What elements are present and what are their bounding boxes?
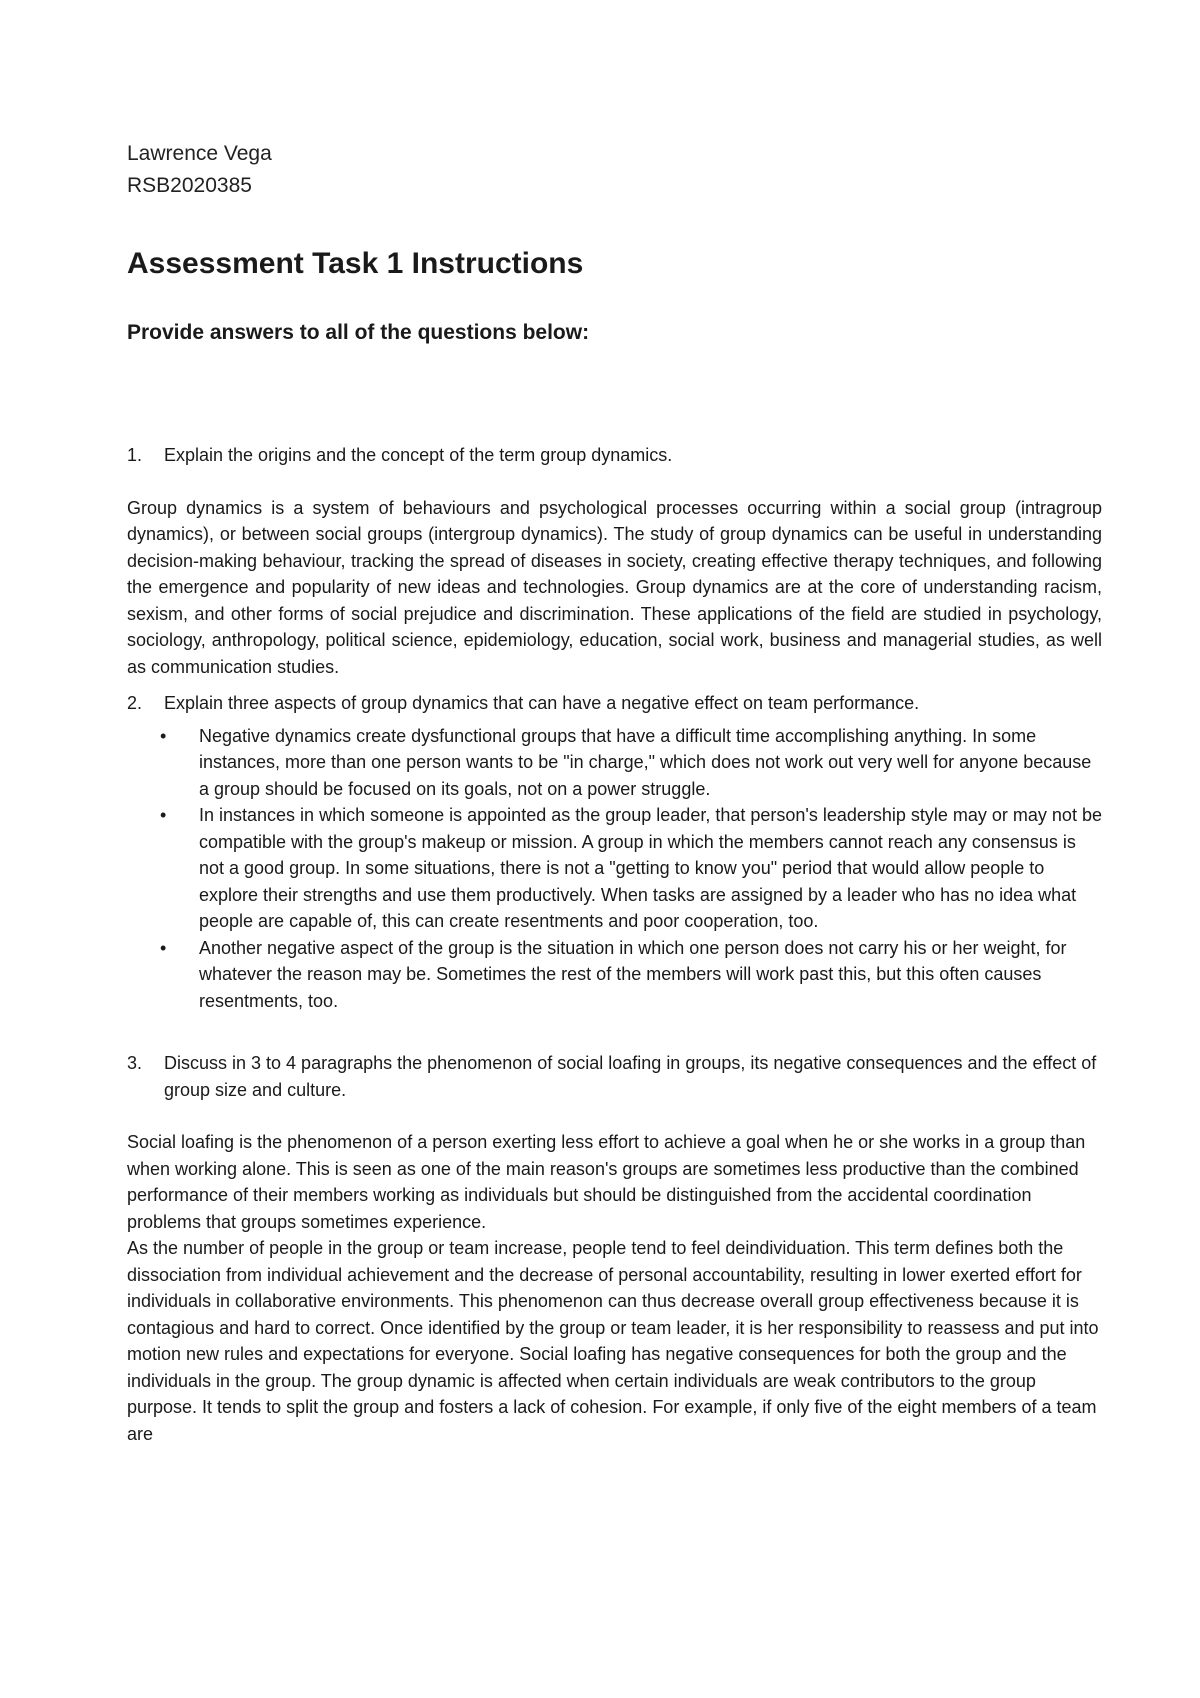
document-title: Assessment Task 1 Instructions	[127, 247, 584, 280]
bullet-icon: •	[160, 805, 167, 825]
document-body	[127, 138, 1102, 1447]
question-2-text: Explain three aspects of group dynamics that can have a negative effect on team performance.	[164, 693, 920, 713]
bullet-item	[160, 935, 1102, 1015]
bullet-icon: •	[160, 725, 167, 746]
answer-1-paragraph: Group dynamics is a system of behaviours and psychological processes occurring within a social group (intragroup dynamics), or between social groups (intergroup dynamics). The study of group dynamics can be useful in understanding decision-making behaviour, tracking the spread of diseases in society, creating effective therapy techniques, and following the emergence and popularity of new ideas and technologies. Group dynamics are at the core of understanding racism, sexism, and other forms of social prejudice and discrimination. These applications of the field are studied in psychology, sociology, anthropology, political science, epidemiology, education, social work, business and managerial studies, as well as communication studies.	[127, 497, 1102, 677]
question-3-number: 3.	[127, 1053, 143, 1073]
question-2	[127, 690, 1102, 717]
bullet-text: In instances in which someone is appointed as the group leader, that person's leadership style may or may not be compatible with the group's makeup or mission. A group in which the members cannot reach any consensus is not a good group. In some situations, there is not a "getting to know you" period that would allow people to explore their strengths and use them productively. When tasks are assigned by a leader who has no idea what people are capable of, this can create resentments and poor cooperation, too.	[199, 805, 1102, 931]
bullet-item	[160, 802, 1102, 935]
bullet-item	[160, 723, 1102, 803]
student-id: RSB2020385	[127, 174, 252, 197]
question-2-number: 2.	[127, 693, 143, 713]
document-subtitle: Provide answers to all of the questions below:	[127, 321, 590, 344]
bullet-text: Negative dynamics create dysfunctional groups that have a difficult time accomplishing anything. In some instances, more than one person wants to be "in charge," which does not work out very well for anyone because a group should be focused on its goals, not on a power struggle.	[199, 725, 1092, 799]
answer-3-paragraph-2: As the number of people in the group or team increase, people tend to feel deindividuation. This term defines both the dissociation from individual achievement and the decrease of personal accountability, resulting in lower exerted effort for individuals in collaborative environments. This phenomenon can thus decrease overall group effectiveness because it is contagious and hard to correct. Once identified by the group or team leader, it is her responsibility to reassess and put into motion new rules and expectations for everyone. Social loafing has negative consequences for both the group and the individuals in the group. The group dynamic is affected when certain individuals are weak contributors to the group purpose. It tends to split the group and fosters a lack of cohesion. For example, if only five of the eight members of a team are	[127, 1238, 1099, 1444]
bullet-icon: •	[160, 937, 167, 958]
bullet-text: Another negative aspect of the group is the situation in which one person does not carry his or her weight, for whatever the reason may be. Sometimes the rest of the members will work past this, but this often causes resentments, too.	[199, 937, 1067, 1011]
answer-2-bullet-list	[127, 723, 1102, 1015]
question-1	[127, 442, 1102, 469]
question-3	[127, 1050, 1102, 1103]
answer-3-paragraph-1: Social loafing is the phenomenon of a person exerting less effort to achieve a goal when he or she works in a group than when working alone. This is seen as one of the main reason's groups are sometimes less productive than the combined performance of their members working as individuals but should be distinguished from the accidental coordination problems that groups sometimes experience.	[127, 1132, 1086, 1232]
question-1-number: 1.	[127, 445, 143, 465]
author-name: Lawrence Vega	[127, 142, 272, 165]
question-1-text: Explain the origins and the concept of the term group dynamics.	[164, 445, 673, 465]
question-3-text: Discuss in 3 to 4 paragraphs the phenomenon of social loafing in groups, its negative consequences and the effect of group size and culture.	[164, 1053, 1097, 1100]
